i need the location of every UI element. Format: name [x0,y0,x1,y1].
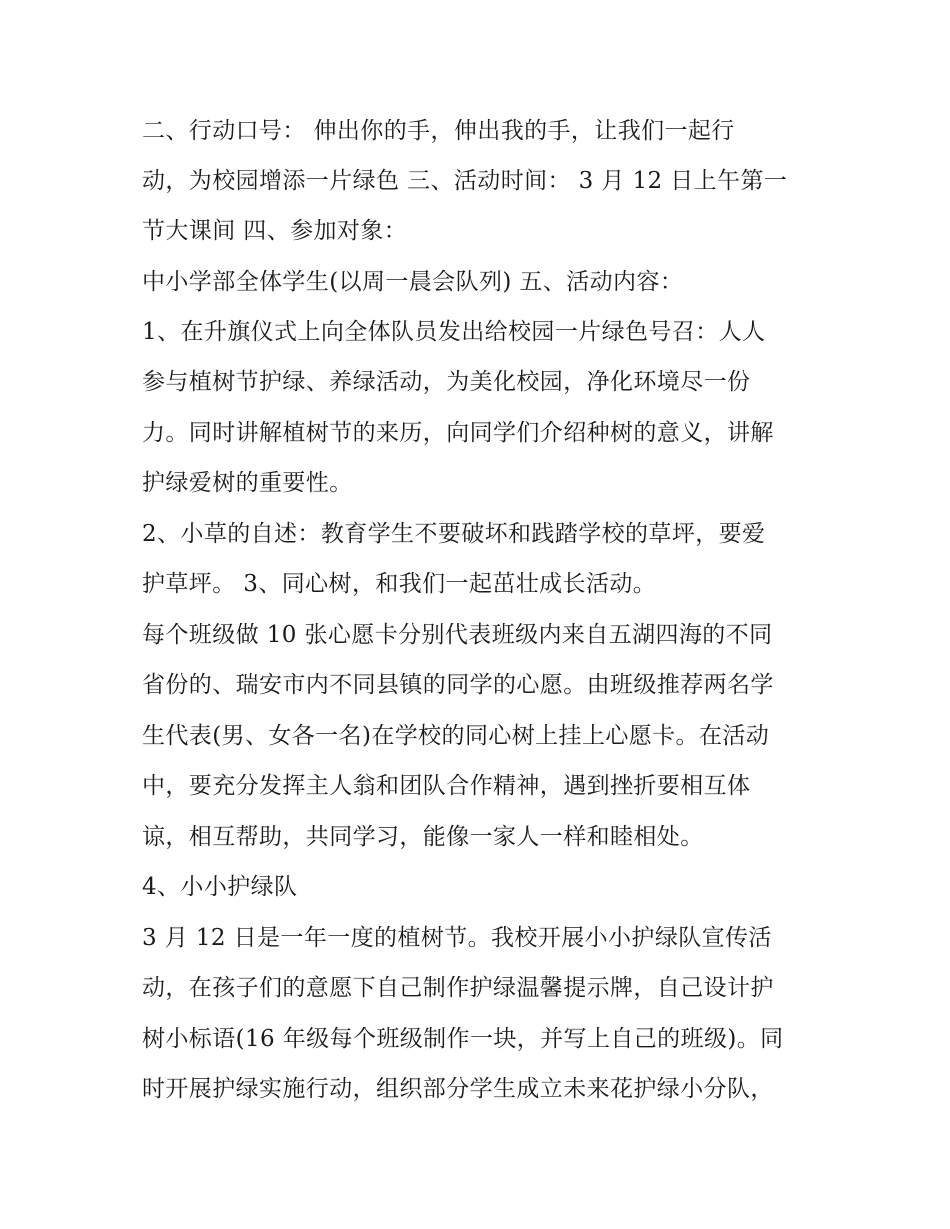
text-line: 中小学部全体学生(以周一晨会队列) 五、活动内容： [142,269,684,295]
text-line: 生代表(男、女各一名)在学校的同心树上挂上心愿卡。在活动 [142,723,770,749]
text-line: 2、小草的自述：教育学生不要破坏和践踏学校的草坪，要爱 [142,521,766,547]
text-line: 护草坪。 3、同心树，和我们一起茁壮成长活动。 [142,571,657,597]
text-line: 时开展护绿实施行动，组织部分学生成立未来花护绿小分队， [142,1076,774,1102]
text-line: 动，在孩子们的意愿下自己制作护绿温馨提示牌，自己设计护 [142,975,774,1001]
text-line: 二、行动口号： 伸出你的手，伸出我的手，让我们一起行 [142,118,735,144]
text-line: 省份的、瑞安市内不同县镇的同学的心愿。由班级推荐两名学 [142,672,774,698]
text-line: 参与植树节护绿、养绿活动，为美化校园，净化环境尽一份 [142,369,751,395]
text-line: 中，要充分发挥主人翁和团队合作精神，遇到挫折要相互体 [142,773,751,799]
text-line: 每个班级做 10 张心愿卡分别代表班级内来自五湖四海的不同 [142,622,773,648]
text-line: 动，为校园增添一片绿色 三、活动时间： 3 月 12 日上午第一 [142,168,788,194]
text-line: 护绿爱树的重要性。 [142,470,353,496]
text-line: 节大课间 四、参加对象： [142,218,408,244]
text-line: 1、在升旗仪式上向全体队员发出给校园一片绿色号召：人人 [142,319,766,345]
text-line: 3 月 12 日是一年一度的植树节。我校开展小小护绿队宣传活 [142,925,772,951]
text-line: 力。同时讲解植树节的来历，向同学们介绍种树的意义，讲解 [142,420,774,446]
text-line: 4、小小护绿队 [142,874,298,900]
text-line: 谅，相互帮助，共同学习，能像一家人一样和睦相处。 [142,824,704,850]
text-line: 树小标语(16 年级每个班级制作一块，并写上自己的班级)。同 [142,1026,784,1052]
